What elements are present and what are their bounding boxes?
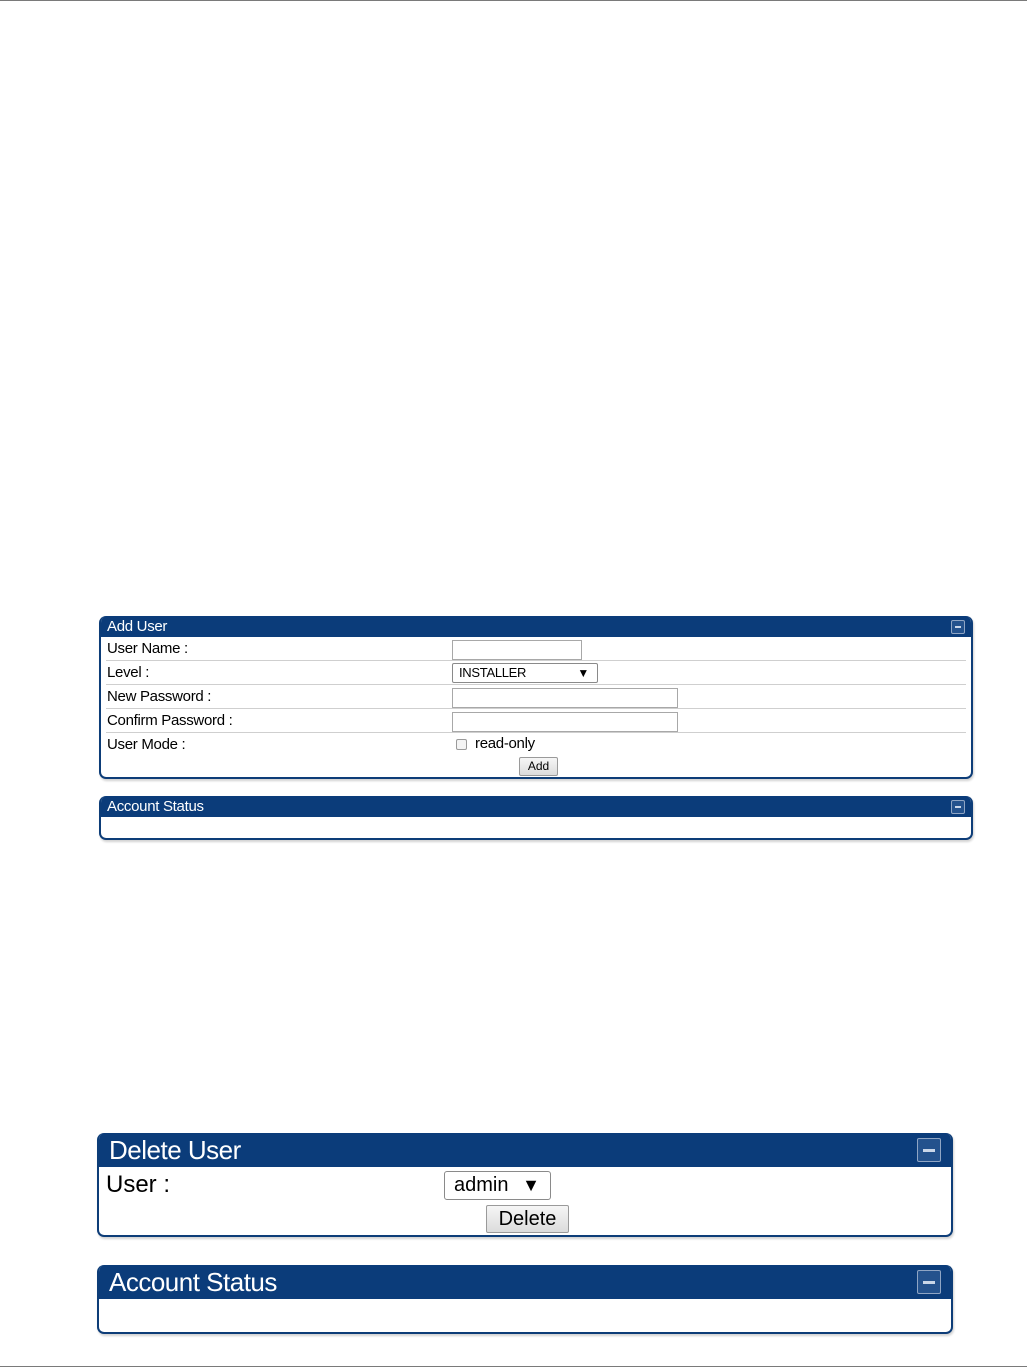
confirm-password-input[interactable] [452,712,678,732]
top-divider [0,0,1027,1]
level-row [106,661,966,685]
dropdown-arrow-icon: ▼ [522,1175,540,1195]
minimize-icon[interactable] [917,1270,941,1294]
add-button[interactable]: Add [519,757,558,776]
add-user-header [101,616,971,637]
dropdown-arrow-icon: ▼ [577,666,589,680]
account-status-header-large [99,1265,951,1299]
level-select[interactable] [452,663,598,683]
account-status-title: Account Status [107,798,204,815]
delete-button[interactable]: Delete [486,1205,569,1233]
add-user-title: Add User [107,618,168,635]
new-password-row [106,685,966,709]
level-label: Level : [107,664,150,681]
confirm-password-label: Confirm Password : [107,712,233,729]
read-only-label: read-only [475,735,535,752]
delete-user-panel [97,1133,953,1237]
add-user-panel [99,616,973,779]
user-name-input[interactable] [452,640,582,660]
user-mode-label: User Mode : [107,736,186,753]
delete-user-title: Delete User [109,1135,241,1165]
delete-user-header [99,1133,951,1167]
user-label: User : [106,1171,171,1198]
new-password-label: New Password : [107,688,212,705]
bottom-divider [0,1366,1027,1367]
level-select-value: INSTALLER [459,665,527,680]
account-status-header [101,796,971,817]
user-select-value: admin [454,1174,509,1196]
user-mode-row [106,733,966,756]
user-name-label: User Name : [107,640,188,657]
read-only-checkbox[interactable] [456,739,467,750]
minimize-icon[interactable] [951,800,965,814]
user-select[interactable] [444,1171,551,1200]
confirm-password-row [106,709,966,733]
user-name-row [106,637,966,661]
account-status-panel-large [97,1265,953,1334]
new-password-input[interactable] [452,688,678,708]
account-status-panel [99,796,973,840]
account-status-title-large: Account Status [109,1267,277,1297]
minimize-icon[interactable] [951,620,965,634]
minimize-icon[interactable] [917,1138,941,1162]
